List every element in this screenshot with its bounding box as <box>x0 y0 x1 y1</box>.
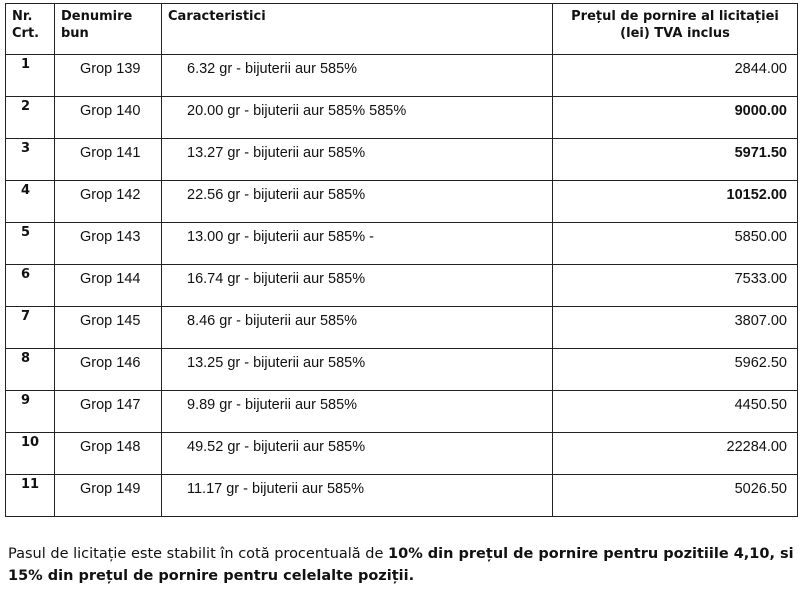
item-price: 10152.00 <box>726 187 787 203</box>
item-description: 13.25 gr - bijuterii aur 585% <box>187 355 366 371</box>
item-name: Grop 147 <box>80 397 141 413</box>
item-price-cell <box>553 139 798 181</box>
item-name: Grop 146 <box>80 355 141 371</box>
item-name: Grop 149 <box>80 481 141 497</box>
row-number-cell <box>6 139 55 181</box>
item-name: Grop 141 <box>80 145 141 161</box>
row-number: 8 <box>21 351 31 366</box>
row-number-cell <box>6 475 55 517</box>
item-description: 49.52 gr - bijuterii aur 585% <box>187 439 366 455</box>
item-description: 9.89 gr - bijuterii aur 585% <box>187 397 358 413</box>
item-description-cell <box>162 391 553 433</box>
item-price: 2844.00 <box>734 61 787 77</box>
header-nr: Nr. Crt. <box>6 4 55 55</box>
item-price: 9000.00 <box>734 103 787 119</box>
table-row <box>6 139 798 181</box>
row-number: 9 <box>21 393 31 408</box>
table-row <box>6 223 798 265</box>
item-price-cell <box>553 55 798 97</box>
item-description-cell <box>162 475 553 517</box>
table-row <box>6 181 798 223</box>
row-number: 1 <box>21 57 31 72</box>
item-price: 4450.50 <box>734 397 787 413</box>
item-description: 13.00 gr - bijuterii aur 585% - <box>187 229 374 245</box>
header-desc: Caracteristici <box>162 4 553 55</box>
item-name-cell <box>55 433 162 475</box>
item-price-cell <box>553 97 798 139</box>
row-number-cell <box>6 349 55 391</box>
item-name: Grop 143 <box>80 229 141 245</box>
item-price-cell <box>553 475 798 517</box>
item-name-cell <box>55 181 162 223</box>
item-description-cell <box>162 181 553 223</box>
row-number: 5 <box>21 225 31 240</box>
item-name-cell <box>55 55 162 97</box>
table-row <box>6 349 798 391</box>
item-price-cell <box>553 181 798 223</box>
item-description: 20.00 gr - bijuterii aur 585% 585% <box>187 103 407 119</box>
item-name-cell <box>55 391 162 433</box>
item-name: Grop 144 <box>80 271 141 287</box>
item-price: 22284.00 <box>726 439 787 455</box>
item-name-cell <box>55 139 162 181</box>
item-price: 7533.00 <box>734 271 787 287</box>
item-name: Grop 148 <box>80 439 141 455</box>
table-row <box>6 391 798 433</box>
item-price-cell <box>553 265 798 307</box>
item-description-cell <box>162 55 553 97</box>
item-name-cell <box>55 475 162 517</box>
item-description-cell <box>162 433 553 475</box>
item-name: Grop 142 <box>80 187 141 203</box>
item-price: 3807.00 <box>734 313 787 329</box>
table-row <box>6 433 798 475</box>
row-number: 4 <box>21 183 31 198</box>
row-number-cell <box>6 55 55 97</box>
item-description-cell <box>162 223 553 265</box>
auction-step-note <box>8 543 798 587</box>
row-number-cell <box>6 97 55 139</box>
item-name-cell <box>55 265 162 307</box>
row-number: 10 <box>21 435 40 450</box>
item-name-cell <box>55 223 162 265</box>
note-text-bold: 10% din prețul de pornire pentru pozitiile 4,10, si 15% din prețul de pornire pentru celelalte poziții. <box>8 546 794 584</box>
item-description: 16.74 gr - bijuterii aur 585% <box>187 271 366 287</box>
row-number: 11 <box>21 477 40 492</box>
item-price-cell <box>553 433 798 475</box>
item-name-cell <box>55 349 162 391</box>
table-body <box>6 55 798 517</box>
table-row <box>6 55 798 97</box>
item-description-cell <box>162 307 553 349</box>
item-price: 5850.00 <box>734 229 787 245</box>
item-description: 13.27 gr - bijuterii aur 585% <box>187 145 366 161</box>
table-row <box>6 475 798 517</box>
row-number-cell <box>6 223 55 265</box>
row-number-cell <box>6 391 55 433</box>
item-price-cell <box>553 223 798 265</box>
auction-table <box>5 3 798 517</box>
row-number-cell <box>6 265 55 307</box>
row-number: 7 <box>21 309 31 324</box>
row-number-cell <box>6 181 55 223</box>
row-number: 3 <box>21 141 31 156</box>
item-price-cell <box>553 391 798 433</box>
item-price: 5026.50 <box>734 481 787 497</box>
item-description-cell <box>162 97 553 139</box>
row-number: 6 <box>21 267 31 282</box>
header-price: Prețul de pornire al licitației (lei) TVA inclus <box>553 4 798 55</box>
item-price-cell <box>553 307 798 349</box>
note-text-regular: Pasul de licitație este stabilit în cotă procentuală de <box>8 546 389 562</box>
item-description: 11.17 gr - bijuterii aur 585% <box>187 481 365 497</box>
item-description-cell <box>162 265 553 307</box>
item-price-cell <box>553 349 798 391</box>
table-row <box>6 97 798 139</box>
table-header-row <box>6 4 798 55</box>
item-description: 8.46 gr - bijuterii aur 585% <box>187 313 358 329</box>
row-number-cell <box>6 307 55 349</box>
table-row <box>6 265 798 307</box>
item-description-cell <box>162 139 553 181</box>
row-number: 2 <box>21 99 31 114</box>
item-price: 5962.50 <box>734 355 787 371</box>
item-description-cell <box>162 349 553 391</box>
item-description: 22.56 gr - bijuterii aur 585% <box>187 187 366 203</box>
item-name-cell <box>55 97 162 139</box>
item-price: 5971.50 <box>734 145 787 161</box>
item-name: Grop 145 <box>80 313 141 329</box>
item-description: 6.32 gr - bijuterii aur 585% <box>187 61 358 77</box>
header-name: Denumire bun <box>55 4 162 55</box>
item-name: Grop 139 <box>80 61 141 77</box>
row-number-cell <box>6 433 55 475</box>
item-name-cell <box>55 307 162 349</box>
item-name: Grop 140 <box>80 103 141 119</box>
table-row <box>6 307 798 349</box>
